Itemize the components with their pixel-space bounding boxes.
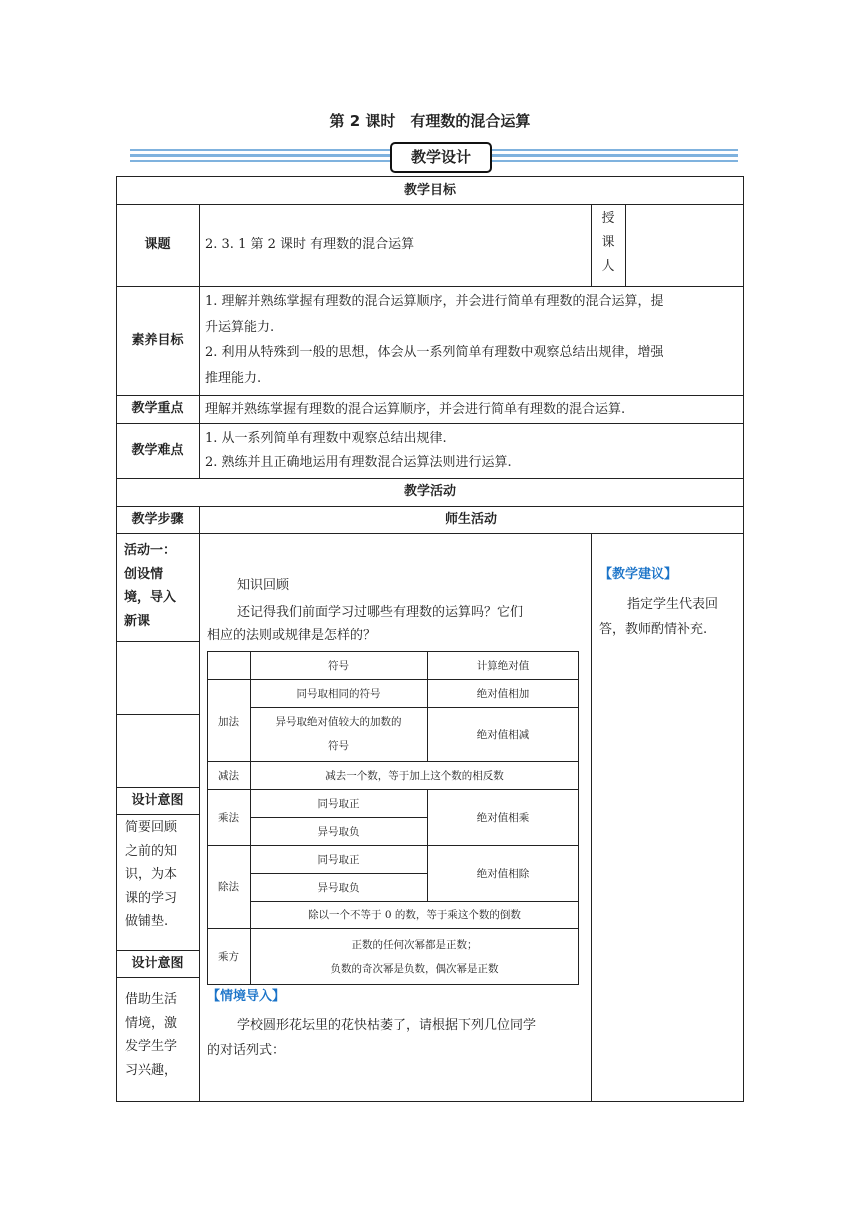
add-diff-abs: 绝对值相减 [476,729,530,741]
suggestion-content [599,592,739,642]
design-intent-content [125,816,177,934]
text-line: 答，教师酌情补充. [599,622,708,637]
teacher-student-label: 师生活动 [444,512,497,527]
key-value: 理解并熟练掌握有理数的混合运算顺序，并会进行简单有理数的混合运算. [205,402,626,417]
pow-label: 乘方 [218,951,239,963]
text-line: 还记得我们前面学习过哪些有理数的运算吗？它们 [237,605,524,620]
activity1-title [124,539,176,633]
text-line: 指定学生代表回 [627,597,719,612]
design-intent-content [125,988,177,1082]
difficulty-label: 教学难点 [131,443,184,458]
div-label: 除法 [218,881,239,893]
mul-same-sign: 同号取正 [317,798,360,810]
text-line: 学校圆形花坛里的花快枯萎了，请根据下列几位同学 [237,1018,537,1033]
mul-abs: 绝对值相乘 [476,812,530,824]
suggestion-label: 【教学建议】 [599,567,678,582]
activities-header: 教学活动 [403,484,456,499]
text-line: 1. 理解并熟练掌握有理数的混合运算顺序，并会进行简单有理数的混合运算，提 [205,294,664,309]
add-same-abs: 绝对值相加 [476,688,530,700]
pow-rule [250,933,579,981]
design-intent-label: 设计意图 [131,956,184,971]
literacy-content [205,289,741,391]
text-line: 课的学习 [125,890,178,906]
add-same-sign: 同号取相同的符号 [296,688,381,700]
text-line: 境，导入 [124,590,177,605]
review-title: 知识回顾 [237,578,290,593]
scene-content [207,1013,587,1063]
text-line: 新课 [124,613,151,629]
text-line: 升运算能力. [205,319,275,335]
text-line: 做铺垫. [125,914,169,929]
text-line: 简要回顾 [125,820,178,835]
text-line: 之前的知 [125,843,178,859]
mul-label: 乘法 [218,812,239,824]
design-intent-label: 设计意图 [131,793,184,808]
text-line: 2. 熟练并且正确地运用有理数混合运算法则进行运算. [205,455,512,470]
text-line: 正数的任何次幂都是正数； [351,939,478,951]
div-diff-sign: 异号取负 [317,882,360,894]
col-abs-header: 计算绝对值 [476,660,530,672]
key-label: 教学重点 [131,401,184,416]
text-line: 识，为本 [125,867,178,882]
text-line: 习兴趣， [125,1062,178,1078]
objectives-header: 教学目标 [403,183,456,198]
text-line: 2. 利用从特殊到一般的思想，体会从一系列简单有理数中观察总结出规律，增强 [205,345,664,360]
literacy-label: 素养目标 [131,333,184,348]
text-line: 创设情 [124,566,164,582]
div-rule: 除以一个不等于 0 的数，等于乘这个数的倒数 [308,909,521,921]
lesson-label: 课题 [144,237,171,252]
text-line: 发学生学 [125,1039,178,1054]
banner-label: 教学设计 [390,142,492,173]
add-diff-sign [250,710,427,758]
text-line: 相应的法则或规律是怎样的？ [207,628,377,643]
text-line: 异号取绝对值较大的加数的 [275,716,402,728]
rules-table [207,651,579,985]
teacher-label: 授课人 [601,211,615,274]
text-line: 的对话列式： [207,1043,286,1058]
section-banner [130,142,738,172]
lesson-value: 2. 3. 1 第 2 课时 有理数的混合运算 [205,237,415,252]
text-line: 活动一： [124,543,177,558]
scene-label: 【情境导入】 [207,989,286,1004]
text-line: 负数的奇次幂是负数，偶次幂是正数 [330,963,499,975]
add-label: 加法 [218,716,239,728]
text-line: 借助生活 [125,992,178,1007]
div-abs: 绝对值相除 [476,868,530,880]
text-line: 推理能力. [205,370,262,386]
div-same-sign: 同号取正 [317,854,360,866]
sub-rule: 减去一个数，等于加上这个数的相反数 [325,770,504,782]
difficulty-content [205,427,512,475]
text-line: 情境，激 [125,1015,178,1031]
mul-diff-sign: 异号取负 [317,826,360,838]
text-line: 符号 [328,740,349,752]
review-question [207,601,587,647]
page-title: 第 2 课时 有理数的混合运算 [329,112,531,130]
steps-label: 教学步骤 [131,512,184,527]
col-sign-header: 符号 [328,660,349,672]
sub-label: 减法 [218,770,239,782]
text-line: 1. 从一系列简单有理数中观察总结出规律. [205,431,447,446]
